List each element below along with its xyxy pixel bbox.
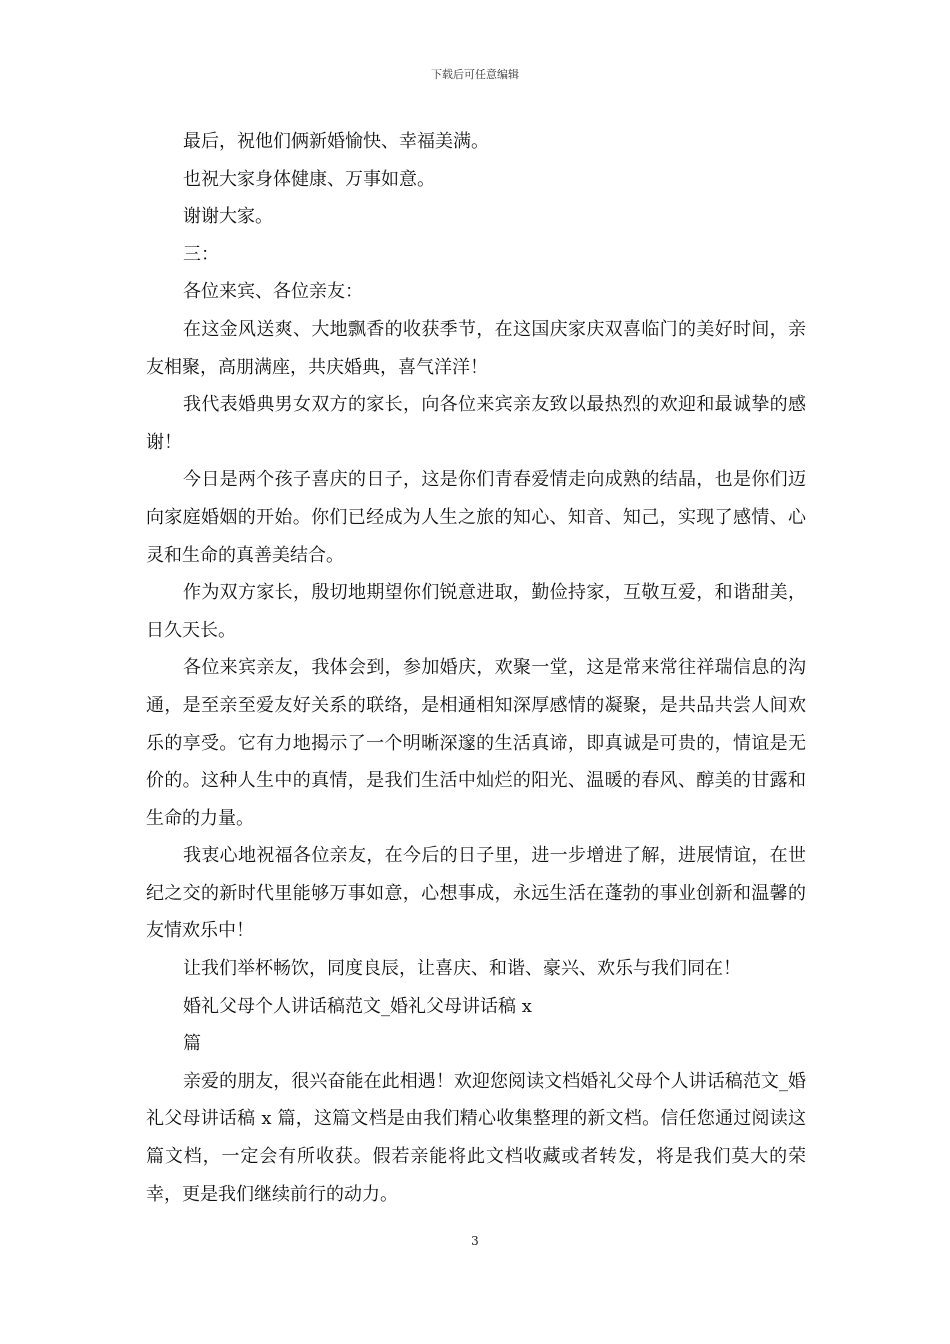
paragraph: 亲爱的朋友，很兴奋能在此相遇！欢迎您阅读文档婚礼父母个人讲话稿范文_婚礼父母讲话稿 x 篇，这篇文档是由我们精心收集整理的新文档。信任您通过阅读这篇文档，一定会有所收获。假若亲能将此文档收藏或者转发，将是我们莫大的荣幸，更是我们继续前行的动力。 xyxy=(146,1070,806,1205)
paragraph: 作为双方家长，殷切地期望你们锐意进取，勤俭持家，互敬互爱，和谐甜美，日久天长。 xyxy=(146,582,806,641)
paragraph: 各位来宾亲友，我体会到，参加婚庆，欢聚一堂，这是常来常往祥瑞信息的沟通，是至亲至爱友好关系的联络，是相通相知深厚感情的凝聚，是共品共尝人间欢乐的享受。它有力地揭示了一个明晰深邃的生活真谛，即真诚是可贵的，情谊是无价的。这种人生中的真情，是我们生活中灿烂的阳光、温暖的春风、醇美的甘露和生命的力量。 xyxy=(146,657,806,829)
paragraph: 我代表婚典男女双方的家长，向各位来宾亲友致以最热烈的欢迎和最诚挚的感谢！ xyxy=(146,394,806,453)
paragraph: 最后，祝他们俩新婚愉快、幸福美满。 xyxy=(183,131,489,152)
page-number: 3 xyxy=(471,1234,479,1248)
paragraph: 我衷心地祝福各位亲友，在今后的日子里，进一步增进了解，进展情谊，在世纪之交的新时代里能够万事如意，心想事成，永远生活在蓬勃的事业创新和温馨的友情欢乐中！ xyxy=(146,845,806,942)
page-header: 下载后可任意编辑 xyxy=(431,68,519,81)
document-body xyxy=(146,123,806,1213)
document-title-line: 篇 xyxy=(183,1033,201,1055)
document-title-line: 婚礼父母个人讲话稿范文_婚礼父母讲话稿 x xyxy=(183,995,532,1017)
paragraph: 让我们举杯畅饮，同度良辰，让喜庆、和谐、豪兴、欢乐与我们同在！ xyxy=(183,958,741,980)
paragraph: 今日是两个孩子喜庆的日子，这是你们青春爱情走向成熟的结晶，也是你们迈向家庭婚姻的开始。你们已经成为人生之旅的知心、知音、知己，实现了感情、心灵和生命的真善美结合。 xyxy=(146,469,806,566)
paragraph: 谢谢大家。 xyxy=(183,206,273,228)
section-heading: 三： xyxy=(183,243,219,265)
salutation: 各位来宾、各位亲友： xyxy=(183,281,363,303)
paragraph: 也祝大家身体健康、万事如意。 xyxy=(183,168,435,190)
paragraph: 在这金风送爽、大地飘香的收获季节，在这国庆家庆双喜临门的美好时间，亲友相聚，高朋满座，共庆婚典，喜气洋洋！ xyxy=(146,318,806,378)
